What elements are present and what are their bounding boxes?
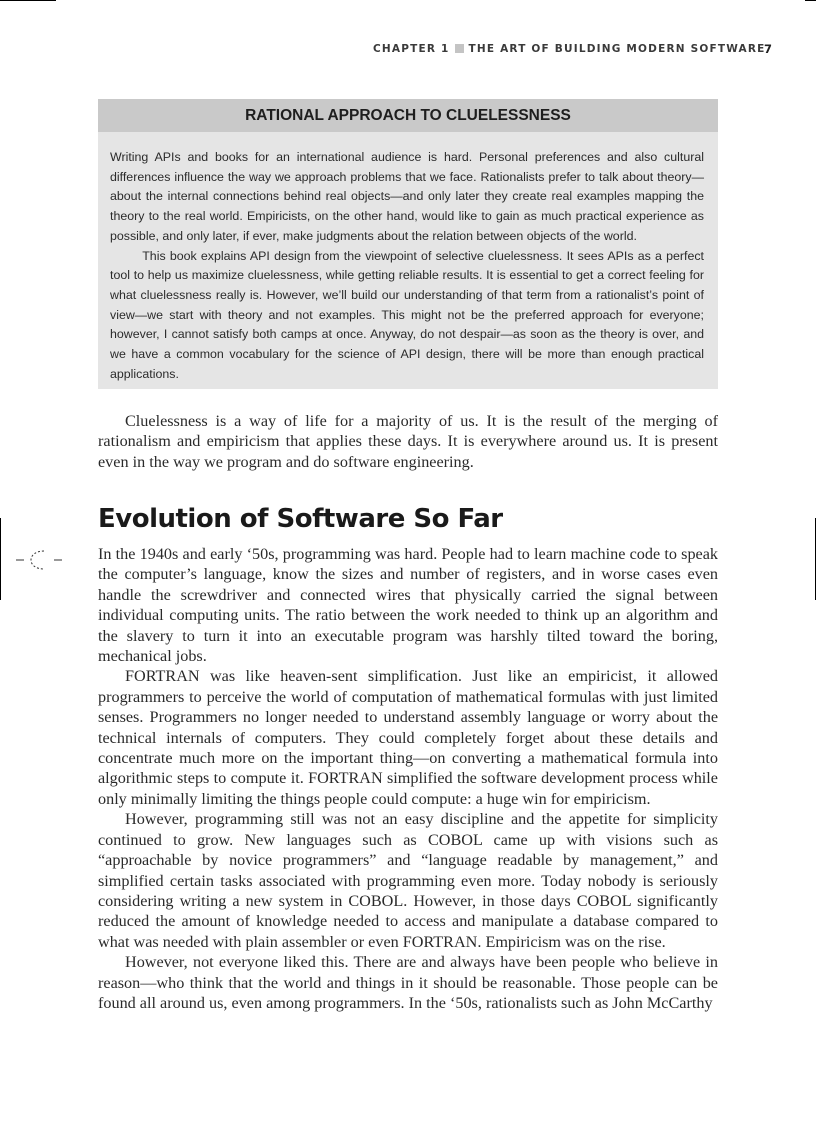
sidebar-title-bar (98, 99, 718, 132)
running-header (373, 43, 766, 55)
intro-text (98, 411, 718, 472)
sidebar-paragraph: Writing APIs and books for an international audience is hard. Personal preferences and also cultural differences influence the way we approach problems that we face. Rationalists prefer to talk about theory—about the internal connections behind real objects—and only later they create real examples mapping the theory to the real world. Empiricists, on the other hand, would like to gain as much practical experience as possible, and only later, if ever, make judgments about the relation between objects of the world. (110, 150, 704, 243)
section-body (98, 544, 718, 1013)
section-heading: Evolution of Software So Far (98, 504, 503, 534)
sidebar-paragraph: This book explains API design from the viewpoint of selective cluelessness. It sees APIs as a perfect tool to help us maximize cluelessness, while getting reliable results. It is essential to get a correct feeling for what cluelessness really is. However, we’ll build our understanding of that term from a rationalist’s point of view—we start with theory and not examples. This might not be the preferred approach for everyone; however, I cannot satisfy both camps at once. Anyway, do not despair—as soon as the theory is over, and we have a common vocabulary for the science of API design, there will be more than enough practical applications. (110, 248, 704, 381)
chapter-label: CHAPTER 1 (373, 43, 450, 55)
sidebar-title: RATIONAL APPROACH TO CLUELESSNESS (245, 106, 571, 124)
crop-mark-top (0, 0, 56, 1)
registration-mark-icon (14, 545, 64, 575)
body-paragraph: FORTRAN was like heaven-sent simplification. Just like an empiricist, it allowed programmers to perceive the world of computation of mathematical formulas with just limited senses. Programmers no longer needed to understand assembly language or worry about the technical internals of computers. They could completely forget about these details and concentrate much more on the important thing—on converting a mathematical formula into algorithmic steps to compute it. FORTRAN simplified the software development process while only minimally limiting the things people could compute: a huge win for empiricism. (98, 667, 718, 808)
body-paragraph: In the 1940s and early ‘50s, programming was hard. People had to learn machine code to speak the computer’s language, know the sizes and number of registers, and in worse cases even handle the screwdriver and connected wires that physically carried the signal between individual computing units. The ratio between the work needed to think up an algorithm and the slavery to turn it into an executable program was harshly tilted toward the boring, mechanical jobs. (98, 545, 718, 666)
crop-mark-right (805, 0, 816, 1)
sidebar-box (98, 99, 718, 389)
page-edge-left (0, 518, 1, 600)
body-paragraph: However, programming still was not an easy discipline and the appetite for simplicity continued to grow. New languages such as COBOL came up with visions such as “approachable by novice programmers” and “language readable by management,” and simplified certain tasks associated with programming even more. Today nobody is seriously considering writing a new system in COBOL. However, in those days COBOL significantly reduced the amount of knowledge needed to access and manipulate a database compared to what was needed with plain assembler or even FORTRAN. Empiricism was on the rise. (98, 810, 718, 951)
intro-paragraph: Cluelessness is a way of life for a majority of us. It is the result of the merging of rationalism and empiricism that applies these days. It is everywhere around us. It is present even in the way we program and do software engineering. (98, 412, 718, 471)
body-paragraph: However, not everyone liked this. There are and always have been people who believe in reason—who think that the world and things in it should be reasonable. Those people can be found all around us, even among programmers. In the ‘50s, rationalists such as John McCarthy (98, 953, 718, 1012)
separator-square-icon (455, 44, 464, 53)
sidebar-body (98, 132, 718, 384)
page-number: 7 (764, 42, 773, 56)
chapter-title: THE ART OF BUILDING MODERN SOFTWARE (468, 43, 766, 55)
